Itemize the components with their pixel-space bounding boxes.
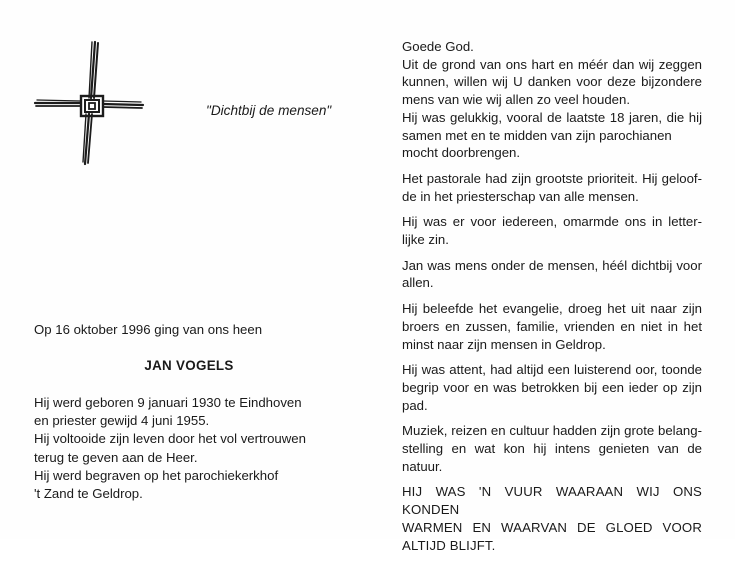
prayer-paragraph <box>402 361 702 414</box>
prayer-line: lijke zin. <box>402 232 449 248</box>
bio-line: en priester gewijd 4 juni 1955. <box>34 413 210 429</box>
prayer-paragraph <box>402 38 702 162</box>
prayer-line: mens van wie wij allen zo veel houden. <box>402 92 630 108</box>
biography <box>34 394 344 503</box>
prayer-line: de in het priesterschap van alle mensen. <box>402 188 639 204</box>
bio-line: Hij werd geboren 9 januari 1930 te Eindhoven <box>34 395 302 410</box>
motto-quote: "Dichtbij de mensen" <box>206 103 332 118</box>
prayer-line: kunnen, willen wij U danken voor deze bijzondere <box>402 74 702 90</box>
death-announcement <box>34 321 344 339</box>
prayer-line: broers en zussen, familie, vrienden en niet in het <box>402 318 702 334</box>
prayer-text <box>402 38 702 562</box>
prayer-line: Hij beleefde het evangelie, droeg het uit naar zijn <box>402 301 702 317</box>
prayer-line: Hij was attent, had altijd een luisterend oor, toonde <box>402 362 702 378</box>
prayer-line: Jan was mens onder de mensen, héél dichtbij voor <box>402 257 702 273</box>
prayer-line: samen met en te midden van zijn parochianen <box>402 127 672 143</box>
deceased-name: JAN VOGELS <box>144 358 234 373</box>
prayer-line: ALTIJD BLIJFT. <box>402 537 496 553</box>
death-line: Op 16 oktober 1996 ging van ons heen <box>34 322 263 337</box>
prayer-line: mocht doorbrengen. <box>402 145 521 161</box>
prayer-paragraph <box>402 422 702 475</box>
prayer-line: Het pastorale had zijn grootste prioriteit. Hij geloof- <box>402 170 702 186</box>
prayer-paragraph <box>402 170 702 205</box>
prayer-line: pad. <box>402 397 428 413</box>
brigid-cross-icon <box>33 40 145 166</box>
prayer-paragraph <box>402 257 702 292</box>
prayer-line: natuur. <box>402 458 443 474</box>
bio-line: Hij werd begraven op het parochiekerkhof <box>34 467 279 483</box>
prayer-paragraph <box>402 300 702 353</box>
bio-line: Hij voltooide zijn leven door het vol vertrouwen <box>34 431 306 447</box>
prayer-line: WARMEN EN WAARVAN DE GLOED VOOR <box>402 519 702 535</box>
closing-statement <box>402 483 702 554</box>
prayer-line: Goede God. <box>402 39 474 54</box>
prayer-line: begrip voor en was betrokken bij een ieder op zijn <box>402 379 702 395</box>
prayer-line: minst naar zijn mensen in Geldrop. <box>402 336 606 352</box>
bio-line: 't Zand te Geldrop. <box>34 486 143 502</box>
prayer-line: Uit de grond van ons hart en méér dan wij zeggen <box>402 56 702 72</box>
prayer-line: allen. <box>402 275 434 291</box>
prayer-line: stelling en wat kon hij intens genieten van de <box>402 441 702 457</box>
prayer-line: Muziek, reizen en cultuur hadden zijn grote belang- <box>402 423 702 439</box>
prayer-line: Hij was er voor iedereen, omarmde ons in letter- <box>402 214 702 230</box>
bio-line: terug te geven aan de Heer. <box>34 449 198 465</box>
prayer-line: Hij was gelukkig, vooral de laatste 18 jaren, die hij <box>402 109 702 125</box>
prayer-line: HIJ WAS 'N VUUR WAARAAN WIJ ONS KONDEN <box>402 484 702 518</box>
prayer-paragraph <box>402 213 702 248</box>
